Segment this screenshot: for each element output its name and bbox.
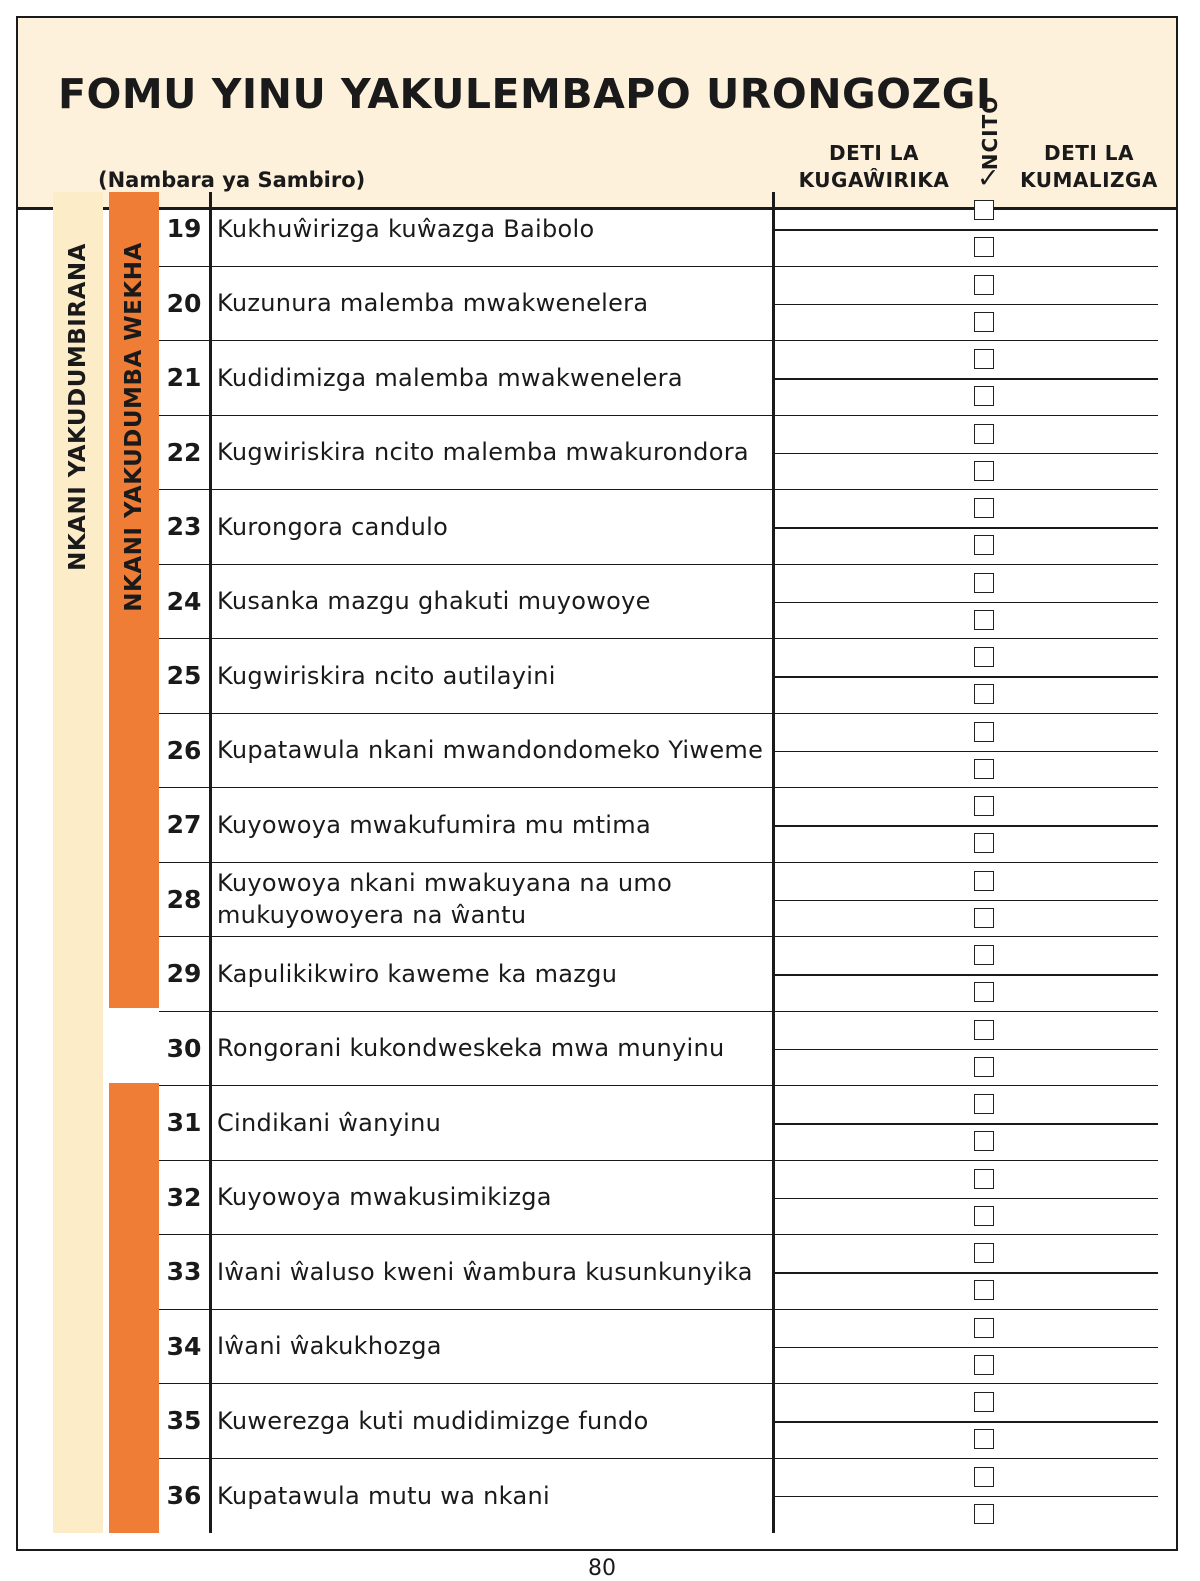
- row-divider: [773, 453, 1158, 455]
- row-divider: [773, 304, 1158, 306]
- lesson-number: 33: [166, 1257, 202, 1287]
- lesson-title: Kuzunura malemba mwakwenelera: [217, 289, 649, 318]
- row-divider: [773, 1198, 1158, 1200]
- row-divider: [773, 751, 1158, 753]
- assignment-checkbox-1[interactable]: [974, 1094, 994, 1114]
- assignment-checkbox-1[interactable]: [974, 1243, 994, 1263]
- lesson-number: 28: [166, 884, 202, 914]
- lesson-title: Kudidimizga malemba mwakwenelera: [217, 363, 683, 392]
- row-divider: [773, 1347, 1158, 1349]
- assignment-checkbox-2[interactable]: [974, 908, 994, 928]
- lesson-number: 19: [166, 214, 202, 244]
- assignment-checkbox-1[interactable]: [974, 1169, 994, 1189]
- assignment-checkbox-1[interactable]: [974, 275, 994, 295]
- assignment-checkbox-1[interactable]: [974, 1020, 994, 1040]
- lesson-number: 31: [166, 1108, 202, 1138]
- assignment-checkbox-2[interactable]: [974, 461, 994, 481]
- assignment-checkbox-1[interactable]: [974, 573, 994, 593]
- assignment-checkbox-2[interactable]: [974, 1057, 994, 1077]
- assignment-checkbox-2[interactable]: [974, 833, 994, 853]
- assignment-checkbox-2[interactable]: [974, 759, 994, 779]
- lesson-number: 22: [166, 437, 202, 467]
- lesson-title: Kupatawula mutu wa nkani: [217, 1481, 550, 1510]
- row-divider: [773, 229, 1158, 231]
- assignment-checkbox-1[interactable]: [974, 796, 994, 816]
- lesson-number: 34: [166, 1331, 202, 1361]
- row-divider: [773, 825, 1158, 827]
- assignment-checkbox-2[interactable]: [974, 1504, 994, 1524]
- lesson-row: [159, 192, 1158, 267]
- lesson-row: [159, 416, 1158, 491]
- lesson-title: Iŵani ŵaluso kweni ŵambura kusunkunyika: [217, 1257, 753, 1286]
- assignment-checkbox-1[interactable]: [974, 498, 994, 518]
- assignment-checkbox-1[interactable]: [974, 200, 994, 220]
- lesson-row: [159, 565, 1158, 640]
- assignment-checkbox-2[interactable]: [974, 1131, 994, 1151]
- lesson-row: [159, 1459, 1158, 1534]
- lesson-title: Kugwiriskira ncito autilayini: [217, 661, 556, 690]
- row-divider: [773, 1272, 1158, 1274]
- lesson-title: Kuyowoya mwakusimikizga: [217, 1183, 552, 1212]
- outer-category-label: NKANI YAKUDUMBIRANA: [65, 243, 91, 571]
- lesson-title: Kuwerezga kuti mudidimizge fundo: [217, 1406, 649, 1435]
- row-divider: [773, 900, 1158, 902]
- assignment-checkbox-2[interactable]: [974, 1429, 994, 1449]
- lesson-row: [159, 490, 1158, 565]
- row-divider: [773, 602, 1158, 604]
- inner-category-label: NKANI YAKUDUMBA WEKHA: [121, 242, 147, 612]
- lesson-number: 35: [166, 1406, 202, 1436]
- form-title: FOMU YINU YAKULEMBAPO URONGOZGI: [58, 70, 992, 118]
- assignment-checkbox-1[interactable]: [974, 647, 994, 667]
- assignment-checkbox-2[interactable]: [974, 610, 994, 630]
- lesson-row: [159, 937, 1158, 1012]
- lesson-row: [159, 1161, 1158, 1236]
- lesson-row: [159, 1310, 1158, 1385]
- assignment-checkbox-1[interactable]: [974, 424, 994, 444]
- lesson-title: Kurongora candulo: [217, 512, 449, 541]
- inner-category-band-bottom: [109, 1083, 159, 1533]
- lesson-row: [159, 341, 1158, 416]
- lesson-title: Rongorani kukondweskeka mwa munyinu: [217, 1034, 725, 1063]
- lesson-number: 26: [166, 735, 202, 765]
- assignment-check-column-header: [975, 96, 1005, 196]
- assignment-checkbox-2[interactable]: [974, 237, 994, 257]
- lesson-title: Kuyowoya mwakufumira mu mtima: [217, 810, 651, 839]
- assignment-checkbox-1[interactable]: [974, 871, 994, 891]
- lesson-row: [159, 863, 1158, 938]
- assignment-checkbox-1[interactable]: [974, 722, 994, 742]
- start-date-column-header: DETI LA KUGAŴIRIKA: [798, 141, 950, 192]
- lesson-number: 24: [166, 586, 202, 616]
- row-divider: [773, 974, 1158, 976]
- assignment-checkbox-2[interactable]: [974, 684, 994, 704]
- lesson-title: Kugwiriskira ncito malemba mwakurondora: [217, 438, 749, 467]
- lesson-title: Cindikani ŵanyinu: [217, 1108, 442, 1137]
- row-divider: [773, 1496, 1158, 1498]
- lesson-table: [159, 192, 1158, 1533]
- row-divider: [773, 1421, 1158, 1423]
- completion-date-column-header: DETI LA KUMALIZGA: [1020, 141, 1158, 192]
- assignment-checkbox-2[interactable]: [974, 982, 994, 1002]
- row-divider: [773, 1049, 1158, 1051]
- checkmark-icon: ✓: [977, 163, 1000, 194]
- assignment-checkbox-1[interactable]: [974, 349, 994, 369]
- assignment-checkbox-2[interactable]: [974, 386, 994, 406]
- lesson-title: Kuyowoya nkani mwakuyana na umo mukuyowoyera na ŵantu: [217, 869, 673, 930]
- assignment-checkbox-1[interactable]: [974, 945, 994, 965]
- assignment-checkbox-2[interactable]: [974, 1206, 994, 1226]
- lesson-number: 21: [166, 363, 202, 393]
- lesson-title: Kusanka mazgu ghakuti muyowoye: [217, 587, 651, 616]
- row-divider: [773, 1123, 1158, 1125]
- lesson-number: 25: [166, 661, 202, 691]
- lesson-row: [159, 1086, 1158, 1161]
- row-divider: [773, 527, 1158, 529]
- assignment-checkbox-2[interactable]: [974, 535, 994, 555]
- lesson-row: [159, 1384, 1158, 1459]
- lesson-number: 32: [166, 1182, 202, 1212]
- lesson-row: [159, 639, 1158, 714]
- lesson-row: [159, 267, 1158, 342]
- lesson-title: Kupatawula nkani mwandondomeko Yiweme: [217, 736, 764, 765]
- lesson-number: 27: [166, 810, 202, 840]
- lesson-row: [159, 788, 1158, 863]
- assignment-checkbox-1[interactable]: [974, 1467, 994, 1487]
- assignment-checkbox-2[interactable]: [974, 1355, 994, 1375]
- assignment-checkbox-2[interactable]: [974, 312, 994, 332]
- assignment-checkbox-1[interactable]: [974, 1392, 994, 1412]
- lesson-number: 23: [166, 512, 202, 542]
- page-number: 80: [588, 1556, 616, 1581]
- outer-category-band: [53, 192, 103, 1533]
- form-header: [18, 18, 1176, 210]
- lesson-title: Kapulikikwiro kaweme ka mazgu: [217, 959, 618, 988]
- check-column-label: NCITO: [978, 95, 1002, 171]
- row-divider: [773, 378, 1158, 380]
- lesson-number: 29: [166, 959, 202, 989]
- lesson-number: 30: [166, 1033, 202, 1063]
- lesson-row: [159, 1235, 1158, 1310]
- row-divider: [773, 676, 1158, 678]
- lesson-number: 20: [166, 288, 202, 318]
- lesson-row: [159, 1012, 1158, 1087]
- lesson-row: [159, 714, 1158, 789]
- inner-category-band-top: [109, 192, 159, 1008]
- form-subtitle: (Nambara ya Sambiro): [98, 168, 366, 192]
- lesson-number: 36: [166, 1481, 202, 1511]
- lesson-title: Iŵani ŵakukhozga: [217, 1332, 442, 1361]
- assignment-checkbox-1[interactable]: [974, 1318, 994, 1338]
- lesson-title: Kukhuŵirizga kuŵazga Baibolo: [217, 214, 595, 243]
- assignment-checkbox-2[interactable]: [974, 1280, 994, 1300]
